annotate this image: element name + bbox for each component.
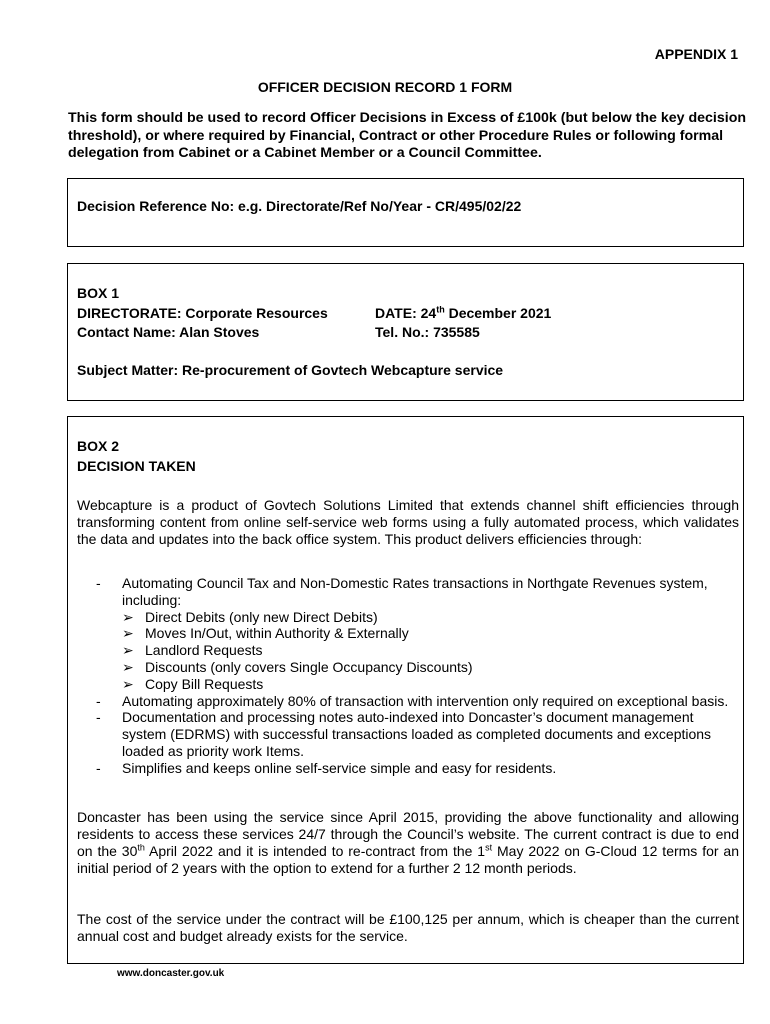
sub-list-item xyxy=(122,676,739,693)
box-1 xyxy=(67,263,744,401)
arrow-bullet-icon: ➢ xyxy=(122,642,134,659)
sub-list-item-text: Direct Debits (only new Direct Debits) xyxy=(145,608,378,625)
dash-icon: - xyxy=(96,759,101,776)
list-item xyxy=(77,709,739,759)
sub-list-item xyxy=(122,625,739,642)
box1-heading: BOX 1 xyxy=(77,285,120,301)
list-item xyxy=(77,760,739,777)
subject-matter: Subject Matter: Re-procurement of Govtech Webcapture service xyxy=(77,362,504,378)
list-item-text: Automating Council Tax and Non-Domestic Rates transactions in Northgate Revenues system, including: xyxy=(122,575,708,608)
directorate: DIRECTORATE: Corporate Resources xyxy=(77,305,328,321)
reference-box xyxy=(67,178,744,247)
dash-icon: - xyxy=(96,709,101,726)
contact-name: Contact Name: Alan Stoves xyxy=(77,324,260,340)
list-item-text: Documentation and processing notes auto-indexed into Doncaster’s document management system (EDRMS) with successful transactions loaded as completed documents and exceptions loaded as priority work Items. xyxy=(122,709,712,759)
decision-paragraph-2: Doncaster has been using the service since April 2015, providing the above functionality and allowing residents to access these services 24/7 through the Council’s website. The current contract is due to end on the 30th April 2022 and it is intended to re-contract from the 1st May 2022 on G-Cloud 12 terms for an initial period of 2 years with the option to extend for a further 2 12 month periods. xyxy=(77,809,739,876)
sub-list-item xyxy=(122,659,739,676)
list-item xyxy=(77,575,739,693)
arrow-bullet-icon: ➢ xyxy=(122,608,134,625)
list-item-text: Automating approximately 80% of transaction with intervention only required on exceptional basis. xyxy=(122,692,729,709)
decision-paragraph-1: Webcapture is a product of Govtech Solutions Limited that extends channel shift efficiencies through transforming content from online self-service web forms using a fully automated process, which validates the data and updates into the back office system. This product delivers efficiencies through: xyxy=(77,497,739,547)
list-item-text: Simplifies and keeps online self-service simple and easy for residents. xyxy=(122,759,557,776)
box-2 xyxy=(67,416,744,964)
sub-list-item xyxy=(122,609,739,626)
dash-icon: - xyxy=(96,692,101,709)
sub-list-item-text: Moves In/Out, within Authority & Externally xyxy=(145,625,409,642)
dash-icon: - xyxy=(96,575,101,591)
arrow-bullet-icon: ➢ xyxy=(122,675,134,692)
arrow-bullet-icon: ➢ xyxy=(122,625,134,642)
decision-reference: Decision Reference No: e.g. Directorate/Ref No/Year - CR/495/02/22 xyxy=(77,198,522,214)
decision-paragraph-3: The cost of the service under the contract will be £100,125 per annum, which is cheaper than the current annual cost and budget already exists for the service. xyxy=(77,911,739,944)
intro-text: This form should be used to record Officer Decisions in Excess of £100k (but below the key decision threshold), or where required by Financial, Contract or other Procedure Rules or following formal delegation from Cabinet or a Cabinet Member or a Council Committee. xyxy=(68,110,747,161)
sub-list-item-text: Copy Bill Requests xyxy=(145,675,264,692)
decision-taken-heading: DECISION TAKEN xyxy=(77,458,196,474)
list-item xyxy=(77,693,739,710)
tel-number: Tel. No.: 735585 xyxy=(375,324,480,340)
decision-bullet-list xyxy=(77,575,739,777)
appendix-label: APPENDIX 1 xyxy=(654,46,738,62)
sub-list-item-text: Discounts (only covers Single Occupancy Discounts) xyxy=(145,658,473,675)
footer-url: www.doncaster.gov.uk xyxy=(117,968,225,979)
sub-list-item-text: Landlord Requests xyxy=(145,642,263,659)
box2-heading: BOX 2 xyxy=(77,438,120,454)
form-title: OFFICER DECISION RECORD 1 FORM xyxy=(257,79,513,95)
sub-list-item xyxy=(122,642,739,659)
arrow-bullet-icon: ➢ xyxy=(122,658,134,675)
date: DATE: 24th December 2021 xyxy=(375,304,552,321)
